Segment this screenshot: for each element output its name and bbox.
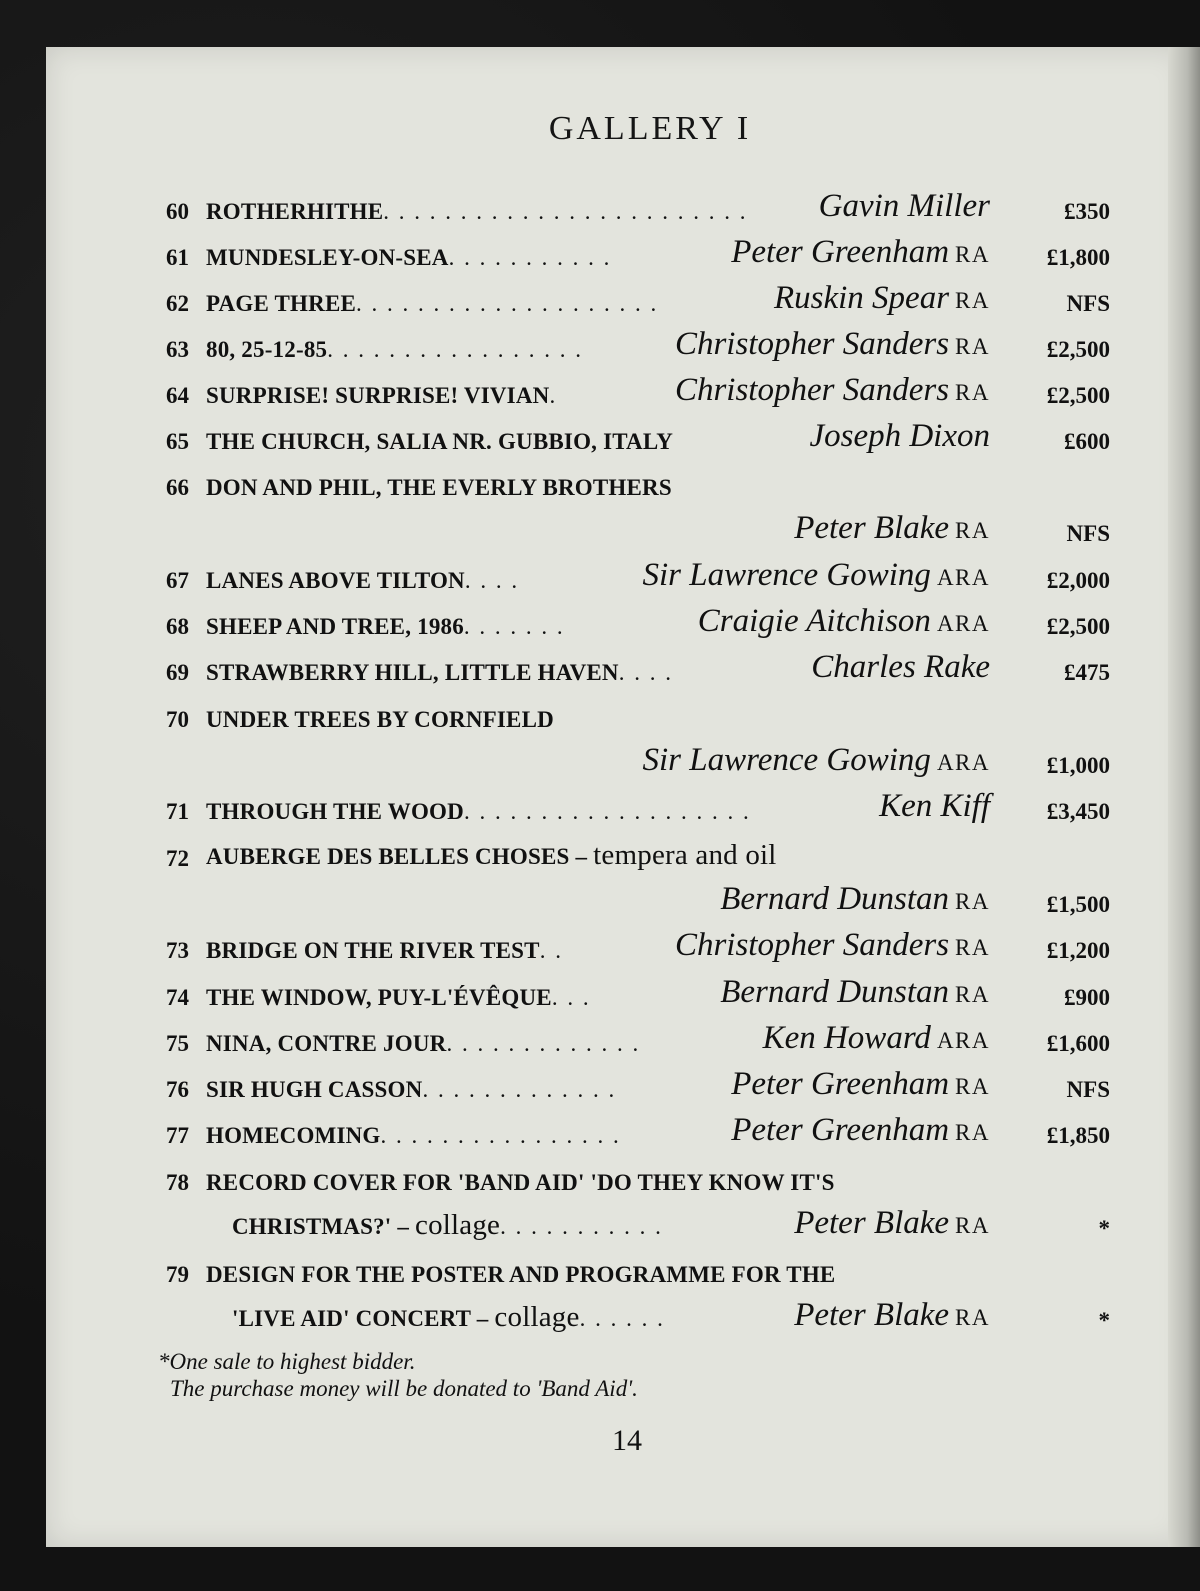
entry-number: 71 <box>166 799 189 824</box>
academy-suffix: RA <box>955 889 990 914</box>
entry-number: 63 <box>166 337 189 362</box>
entry-artist: Peter Greenham <box>731 1066 950 1102</box>
dot-leader: . . . . <box>618 660 673 685</box>
entry-title-group <box>206 938 563 964</box>
entry-title-group <box>206 985 591 1011</box>
entry-title-group <box>232 1209 663 1242</box>
page-edge-shadow <box>1168 47 1200 1547</box>
entry-artist: Christopher Sanders <box>674 326 950 362</box>
entry-artist-group <box>642 557 990 594</box>
entry-artist: Joseph Dixon <box>809 418 990 454</box>
academy-suffix: RA <box>955 935 990 960</box>
entry-artist-group <box>731 1066 990 1103</box>
academy-suffix: RA <box>955 380 990 405</box>
entry-price: £1,500 <box>1046 892 1110 917</box>
entry-artist: Ruskin Spear <box>773 280 950 316</box>
entry-medium: collage <box>494 1301 580 1333</box>
entry-artist-group <box>731 1112 990 1149</box>
catalogue-entry-row <box>166 556 1114 600</box>
entry-title-group <box>206 707 554 733</box>
entry-number: 73 <box>166 938 189 963</box>
entry-number: 72 <box>166 846 189 871</box>
academy-suffix: RA <box>955 982 990 1007</box>
entry-price: £1,850 <box>1046 1123 1110 1148</box>
academy-suffix: ARA <box>936 750 990 775</box>
entry-number: 76 <box>166 1077 189 1102</box>
entry-number: 66 <box>166 475 189 500</box>
dot-leader: . . . . . . . . . . . . . . . . . . . <box>463 799 751 824</box>
dot-leader: . . . . . . . . . . . . . . . . . . . . <box>356 291 659 316</box>
dot-leader: . . . . . . . <box>463 614 565 639</box>
entry-number: 75 <box>166 1031 189 1056</box>
entry-artist-group <box>774 280 990 317</box>
catalogue-entry-row <box>166 1250 1114 1294</box>
catalogue-entry-row <box>166 1019 1114 1063</box>
entry-title: THE WINDOW, PUY-L'ÉVÊQUE <box>206 985 552 1010</box>
page-number: 14 <box>612 1424 642 1457</box>
academy-suffix: RA <box>955 1305 990 1330</box>
entry-number: 79 <box>166 1262 189 1287</box>
dot-leader: . . <box>539 938 563 963</box>
academy-suffix: RA <box>955 242 990 267</box>
catalogue-entry-row <box>166 417 1114 461</box>
entry-artist: Ken Howard <box>762 1020 931 1056</box>
catalogue-entry-row <box>166 695 1114 739</box>
entry-title: THROUGH THE WOOD <box>206 799 464 824</box>
entry-price: £2,500 <box>1046 614 1110 639</box>
entry-artist-group <box>809 418 990 455</box>
catalogue-entry-row <box>166 371 1114 415</box>
entry-medium: tempera and oil <box>593 839 777 871</box>
entry-price: £475 <box>1064 660 1110 685</box>
entry-number: 69 <box>166 660 189 685</box>
catalogue-entry-row <box>166 187 1114 231</box>
academy-suffix: RA <box>955 1120 990 1145</box>
academy-suffix: ARA <box>936 611 990 636</box>
entry-title-group <box>206 1077 616 1103</box>
entry-artist-group <box>675 927 990 964</box>
dot-leader: . . . . . . . . . . . <box>448 245 612 270</box>
academy-suffix: RA <box>955 1074 990 1099</box>
catalogue-entry-row <box>166 973 1114 1017</box>
catalogue-entry-row <box>166 1111 1114 1155</box>
academy-suffix: RA <box>955 518 990 543</box>
entry-title-group <box>206 799 751 825</box>
dot-leader: . . . . . . . . . . . . . . . . . . . . . . . . <box>383 199 748 224</box>
entry-artist: Bernard Dunstan <box>720 881 950 917</box>
entry-title: MUNDESLEY-ON-SEA <box>206 245 449 270</box>
footnote-line-1: *One sale to highest bidder. <box>158 1349 416 1374</box>
catalogue-entry-row <box>166 880 1114 924</box>
academy-suffix: RA <box>955 334 990 359</box>
dot-leader: . . . . . . . . . . . . . <box>422 1077 617 1102</box>
catalogue-entry-row <box>166 1065 1114 1109</box>
entry-artist-group <box>763 1020 990 1057</box>
entry-title-group <box>206 337 583 363</box>
catalogue-entry-row <box>166 787 1114 831</box>
entry-price: £2,500 <box>1046 337 1110 362</box>
entry-title-group <box>206 291 658 317</box>
entry-title: 80, 25-12-85 <box>206 337 328 362</box>
entry-number: 60 <box>166 199 189 224</box>
catalogue-entry-row <box>166 834 1114 878</box>
entry-price: NFS <box>1066 291 1110 316</box>
dot-leader: . . . . . . . . . . . <box>500 1214 663 1239</box>
entry-title: UNDER TREES BY CORNFIELD <box>206 707 554 732</box>
entry-title: SHEEP AND TREE, 1986 <box>206 614 464 639</box>
catalogue-entry-row <box>166 602 1114 646</box>
entry-price: £350 <box>1064 199 1110 224</box>
entry-price: £900 <box>1064 985 1110 1010</box>
entry-number: 78 <box>166 1170 189 1195</box>
entry-artist: Christopher Sanders <box>674 372 950 408</box>
entry-artist: Peter Blake <box>794 1297 950 1333</box>
entry-title-group <box>206 1123 621 1149</box>
entry-artist: Bernard Dunstan <box>720 974 950 1010</box>
entry-number: 68 <box>166 614 189 639</box>
entry-title: DESIGN FOR THE POSTER AND PROGRAMME FOR THE <box>206 1262 836 1287</box>
entry-price: * <box>1098 1308 1110 1333</box>
entry-price: £2,000 <box>1046 568 1110 593</box>
entry-title-group <box>206 429 673 455</box>
entry-number: 74 <box>166 985 189 1010</box>
catalogue-entry-row <box>166 648 1114 692</box>
entry-title: PAGE THREE <box>206 291 357 316</box>
entry-number: 62 <box>166 291 189 316</box>
entry-artist-group <box>675 326 990 363</box>
entry-artist-group <box>642 742 990 779</box>
entry-artist: Christopher Sanders <box>674 927 950 963</box>
entry-title: ROTHERHITHE <box>206 199 384 224</box>
entry-medium: collage <box>415 1209 501 1241</box>
entry-price: £1,800 <box>1046 245 1110 270</box>
entry-price: NFS <box>1066 1077 1110 1102</box>
entry-artist-group <box>731 234 990 271</box>
entry-price: £600 <box>1064 429 1110 454</box>
footnote-line-2: The purchase money will be donated to 'Band Aid'. <box>170 1376 638 1401</box>
entry-title-group <box>206 568 519 594</box>
entry-title-group <box>206 475 672 501</box>
entry-artist: Sir Lawrence Gowing <box>642 557 931 593</box>
catalogue-entry-row <box>166 1204 1114 1248</box>
entry-artist-group <box>811 649 990 686</box>
entry-title-group <box>206 383 557 409</box>
entry-title: RECORD COVER FOR 'BAND AID' 'DO THEY KNOW IT'S <box>206 1170 835 1195</box>
entry-number: 64 <box>166 383 189 408</box>
academy-suffix: RA <box>955 288 990 313</box>
catalogue-entry-row <box>166 279 1114 323</box>
entry-price: £1,200 <box>1046 938 1110 963</box>
catalogue-entry-row <box>166 233 1114 277</box>
gallery-title: GALLERY I <box>548 110 752 147</box>
entry-artist-group <box>675 372 990 409</box>
entry-artist: Peter Blake <box>794 1205 950 1241</box>
entry-title-group <box>206 245 611 271</box>
entry-title: NINA, CONTRE JOUR <box>206 1031 447 1056</box>
catalogue-entry-row <box>166 926 1114 970</box>
entry-title: LANES ABOVE TILTON <box>206 568 465 593</box>
entry-title: STRAWBERRY HILL, LITTLE HAVEN <box>206 660 619 685</box>
entry-title-group <box>206 1170 835 1196</box>
entry-number: 70 <box>166 707 189 732</box>
entry-artist-group <box>720 974 990 1011</box>
entry-price: £3,450 <box>1046 799 1110 824</box>
dot-leader: . . . <box>551 985 591 1010</box>
entry-artist-group <box>794 1297 990 1334</box>
entry-artist: Ken Kiff <box>879 788 990 824</box>
academy-suffix: RA <box>955 1213 990 1238</box>
entry-artist: Peter Blake <box>794 510 950 546</box>
catalogue-entry-row <box>166 1158 1114 1202</box>
entry-title-group <box>206 199 748 225</box>
entry-title: SURPRISE! SURPRISE! VIVIAN <box>206 383 550 408</box>
entry-artist-group <box>879 788 990 825</box>
entry-title-group <box>206 1262 835 1288</box>
entry-artist-group <box>794 1205 990 1242</box>
dot-leader: . . . . . . . . . . . . . . . . <box>380 1123 621 1148</box>
academy-suffix: ARA <box>936 565 990 590</box>
dot-leader: . <box>549 383 558 408</box>
entry-artist-group <box>720 881 990 918</box>
entry-title-group <box>206 1031 640 1057</box>
entry-artist: Gavin Miller <box>818 188 990 224</box>
catalogue-entry-row <box>166 509 1114 553</box>
entry-artist-group <box>698 603 990 640</box>
dot-leader: . . . . . . <box>579 1306 665 1331</box>
entry-artist: Charles Rake <box>811 649 990 685</box>
catalogue-entry-row <box>166 1296 1114 1340</box>
entry-title: SIR HUGH CASSON <box>206 1077 423 1102</box>
entry-title: 'LIVE AID' CONCERT – <box>232 1306 495 1331</box>
entry-price: £2,500 <box>1046 383 1110 408</box>
entry-title: DON AND PHIL, THE EVERLY BROTHERS <box>206 475 672 500</box>
catalogue-entry-row <box>166 741 1114 785</box>
entry-number: 77 <box>166 1123 189 1148</box>
dot-leader: . . . . . . . . . . . . . <box>446 1031 641 1056</box>
academy-suffix: ARA <box>936 1028 990 1053</box>
entry-title: THE CHURCH, SALIA NR. GUBBIO, ITALY <box>206 429 674 454</box>
entry-artist-group <box>794 510 990 547</box>
entry-artist: Craigie Aitchison <box>697 603 931 639</box>
entry-artist: Sir Lawrence Gowing <box>642 742 931 778</box>
entry-title-group <box>206 660 673 686</box>
entry-title-group <box>232 1301 665 1334</box>
catalogue-entry-row <box>166 463 1114 507</box>
entry-number: 65 <box>166 429 189 454</box>
entry-title-group <box>206 614 565 640</box>
entry-price: * <box>1098 1216 1110 1241</box>
entry-title: AUBERGE DES BELLES CHOSES – <box>206 844 594 869</box>
entry-artist-group <box>819 188 990 225</box>
entry-price: NFS <box>1066 521 1110 546</box>
dot-leader: . . . . <box>464 568 520 593</box>
entry-title: HOMECOMING <box>206 1123 381 1148</box>
entry-price: £1,600 <box>1046 1031 1110 1056</box>
entry-title-group <box>206 839 777 872</box>
entry-artist: Peter Greenham <box>731 234 950 270</box>
entry-number: 61 <box>166 245 189 270</box>
entry-artist: Peter Greenham <box>731 1112 950 1148</box>
entry-title: CHRISTMAS?' – <box>232 1214 415 1239</box>
catalogue-entry-row <box>166 325 1114 369</box>
entry-title: BRIDGE ON THE RIVER TEST <box>206 938 540 963</box>
entry-price: £1,000 <box>1046 753 1110 778</box>
dot-leader: . . . . . . . . . . . . . . . . . <box>327 337 583 362</box>
entry-number: 67 <box>166 568 189 593</box>
